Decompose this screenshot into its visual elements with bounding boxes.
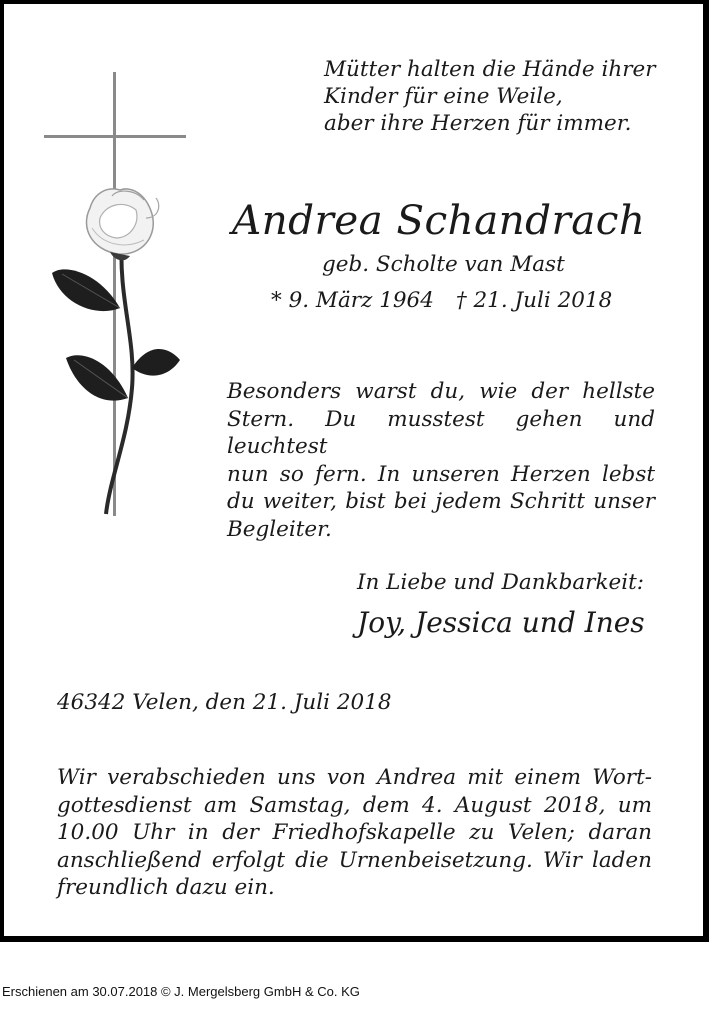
motto-line: aber ihre Herzen für immer.: [324, 111, 632, 136]
verse-line: nun so fern. In unseren Herzen lebst: [227, 461, 655, 487]
verse-line: du weiter, bist bei jedem Schritt unser: [227, 489, 655, 514]
signers: Joy, Jessica und Ines: [357, 606, 645, 639]
rose-leaf-lower: [66, 355, 128, 400]
verse-line: Stern. Du musstest gehen und leuchtest: [227, 406, 655, 459]
place-date: 46342 Velen, den 21. Juli 2018: [57, 690, 392, 715]
service-line: Wir verabschieden uns von Andrea mit einem Wort-: [57, 765, 652, 790]
life-dates: [271, 288, 612, 313]
cross-with-rose-illustration: [40, 68, 200, 528]
service-notice: [57, 764, 652, 902]
thanks-line: In Liebe und Dankbarkeit:: [357, 570, 644, 595]
rose-leaf-right: [132, 349, 180, 376]
motto-quote: [324, 56, 656, 137]
birth-name: geb. Scholte van Mast: [322, 252, 565, 277]
motto-line: Kinder für eine Weile,: [324, 84, 563, 109]
service-line: gottesdienst am Samstag, dem 4. August 2018, um: [57, 792, 652, 818]
motto-line: Mütter halten die Hände ihrer: [324, 57, 656, 82]
memorial-verse: [227, 378, 655, 543]
service-line: 10.00 Uhr in der Friedhofskapelle zu Velen; daran: [57, 820, 652, 845]
birth-date: * 9. März 1964: [271, 288, 434, 313]
verse-line: Besonders warst du, wie der hellste: [227, 379, 655, 404]
publication-footer: Erschienen am 30.07.2018 © J. Mergelsberg GmbH & Co. KG: [2, 984, 360, 999]
service-line: freundlich dazu ein.: [57, 875, 275, 900]
deceased-name: Andrea Schandrach: [232, 196, 646, 244]
rose-leaf-upper: [52, 269, 120, 311]
rose-bloom: [86, 189, 158, 260]
death-date: † 21. Juli 2018: [455, 288, 613, 313]
verse-line: Begleiter.: [227, 516, 332, 542]
service-line: anschließend erfolgt die Urnenbeisetzung. Wir laden: [57, 847, 652, 873]
